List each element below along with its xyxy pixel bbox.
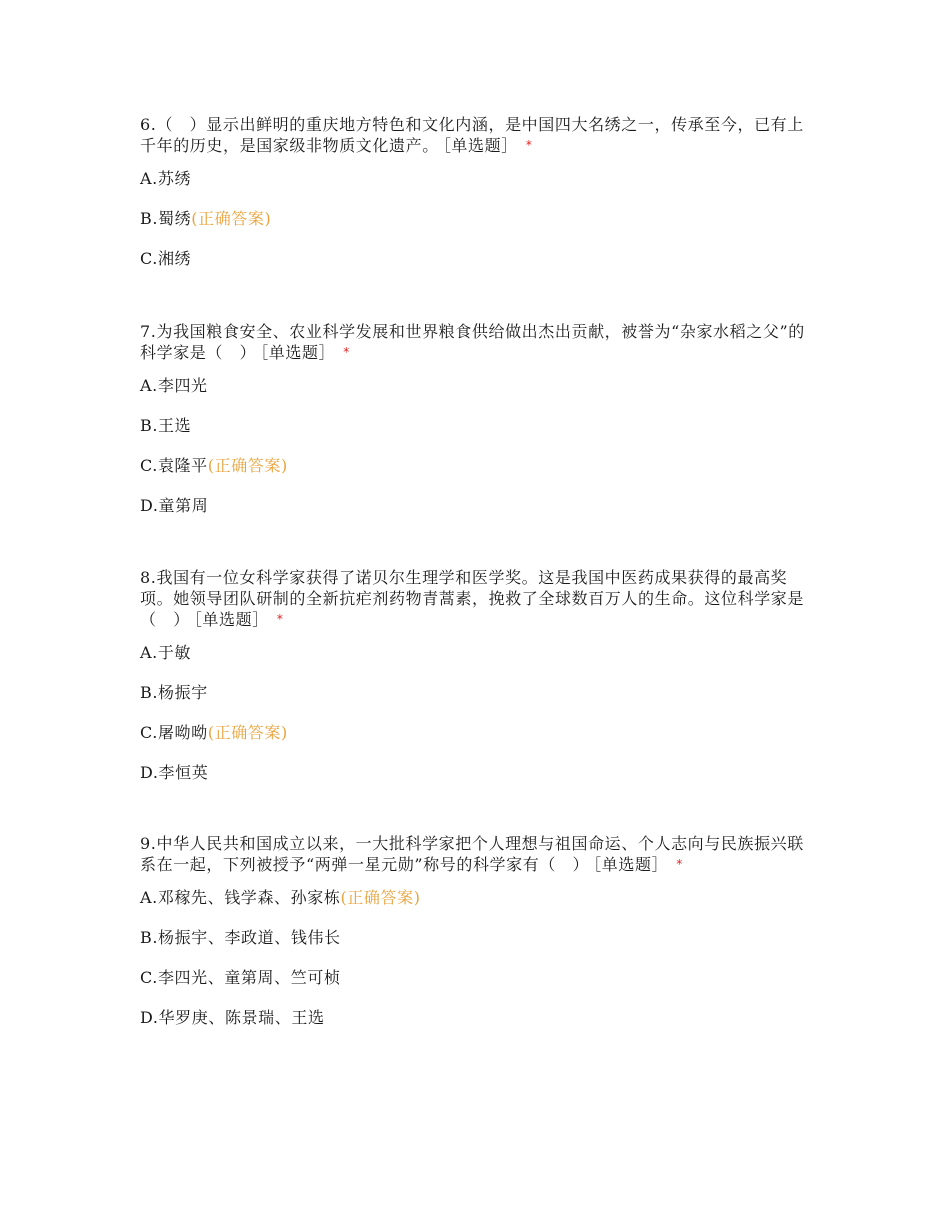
correct-answer-tag: (正确答案) xyxy=(191,209,272,228)
option-label: C.湘绣 xyxy=(140,249,192,268)
question-number: 8. xyxy=(140,568,157,587)
option-item[interactable] xyxy=(140,927,820,949)
option-label: A.邓稼先、钱学森、孙家栋 xyxy=(140,888,341,907)
option-item[interactable] xyxy=(140,1007,820,1029)
question-body: 中华人民共和国成立以来，一大批科学家把个人理想与祖国命运、个人志向与民族振兴联系在一起，下列被授予“两弹一星元勋”称号的科学家有（ ） xyxy=(140,834,804,874)
option-list xyxy=(140,375,820,517)
option-list xyxy=(140,642,820,784)
required-marker: * xyxy=(276,612,284,626)
option-item[interactable] xyxy=(140,682,820,704)
question-number: 6. xyxy=(140,115,157,134)
option-item[interactable] xyxy=(140,762,820,784)
option-label: B.杨振宇、李政道、钱伟长 xyxy=(140,928,341,947)
question-number: 9. xyxy=(140,834,157,853)
correct-answer-tag: (正确答案) xyxy=(340,888,421,907)
option-label: A.苏绣 xyxy=(140,169,192,188)
option-label: A.李四光 xyxy=(140,376,208,395)
question-9 xyxy=(140,833,820,1029)
option-item[interactable] xyxy=(140,168,820,190)
question-8 xyxy=(140,567,820,784)
question-type: ［单选题］ xyxy=(442,136,518,155)
correct-answer-tag: (正确答案) xyxy=(207,456,288,475)
option-item[interactable] xyxy=(140,248,820,270)
option-list xyxy=(140,168,820,270)
required-marker: * xyxy=(525,138,533,152)
question-text xyxy=(140,114,820,156)
required-marker: * xyxy=(676,857,683,871)
option-label: B.王选 xyxy=(140,416,192,435)
option-label: C.李四光、童第周、竺可桢 xyxy=(140,968,341,987)
option-label: D.华罗庚、陈景瑞、王选 xyxy=(140,1008,325,1027)
option-item[interactable] xyxy=(140,375,820,397)
option-list xyxy=(140,887,820,1029)
question-number: 7. xyxy=(140,322,157,341)
question-text xyxy=(140,833,820,875)
question-body: 为我国粮食安全、农业科学发展和世界粮食供给做出杰出贡献，被誉为“杂家水稻之父”的科学家是（ ） xyxy=(140,322,805,362)
question-text xyxy=(140,321,820,363)
question-body: （ ）显示出鲜明的重庆地方特色和文化内涵，是中国四大名绣之一，传承至今，已有上千年的历史，是国家级非物质文化遗产。 xyxy=(140,115,804,155)
question-type: ［单选题］ xyxy=(260,343,336,362)
option-label: C.屠呦呦 xyxy=(140,723,208,742)
option-item[interactable] xyxy=(140,455,820,477)
option-item[interactable] xyxy=(140,967,820,989)
required-marker: * xyxy=(343,345,350,359)
option-item[interactable] xyxy=(140,722,820,744)
question-body: 我国有一位女科学家获得了诺贝尔生理学和医学奖。这是我国中医药成果获得的最高奖项。她领导团队研制的全新抗疟剂药物青蒿素，挽救了全球数百万人的生命。这位科学家是（ ） xyxy=(140,568,805,629)
option-label: D.童第周 xyxy=(140,496,209,515)
option-item[interactable] xyxy=(140,415,820,437)
question-text xyxy=(140,567,820,630)
option-label: D.李恒英 xyxy=(140,763,209,782)
option-label: A.于敏 xyxy=(140,643,192,662)
option-label: C.袁隆平 xyxy=(140,456,208,475)
option-item[interactable] xyxy=(140,208,820,230)
option-label: B.杨振宇 xyxy=(140,683,208,702)
question-type: ［单选题］ xyxy=(193,610,269,629)
option-item[interactable] xyxy=(140,887,820,909)
question-type: ［单选题］ xyxy=(593,855,669,874)
option-item[interactable] xyxy=(140,642,820,664)
correct-answer-tag: (正确答案) xyxy=(207,723,288,742)
option-item[interactable] xyxy=(140,495,820,517)
question-6 xyxy=(140,114,820,270)
option-label: B.蜀绣 xyxy=(140,209,192,228)
question-7 xyxy=(140,321,820,517)
